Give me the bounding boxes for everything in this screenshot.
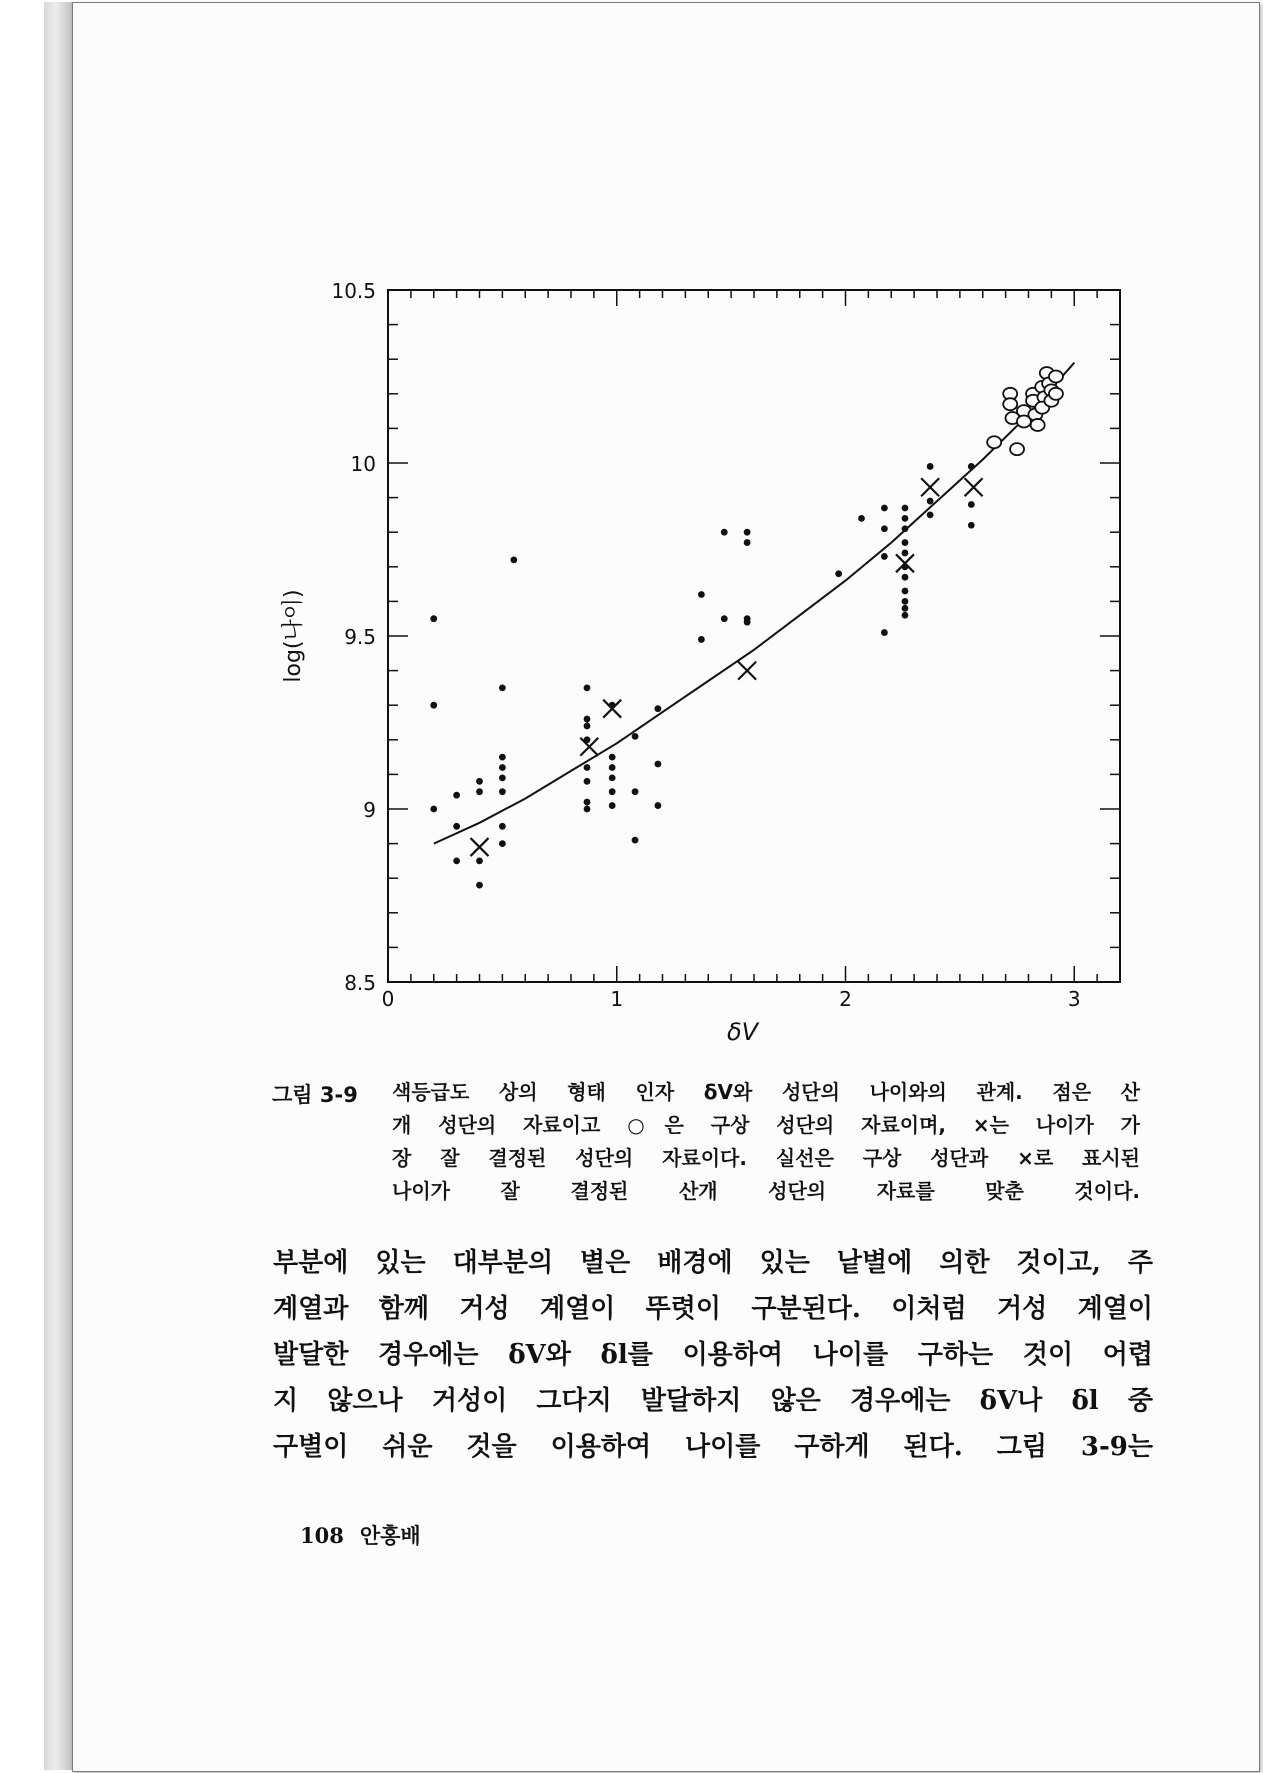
open-cluster-point [881,525,888,532]
fit-curve [434,363,1075,844]
x-tick-label: 1 [610,987,624,1011]
well-determined-cluster-point [471,838,489,856]
open-cluster-point [721,615,728,622]
y-tick-label: 8.5 [344,971,376,995]
open-cluster-point [499,823,506,830]
caption-line: 개 성단의 자료이고 ○은 구상 성단의 자료이며, ×는 나이가 가 [392,1113,1140,1137]
open-cluster-point [499,788,506,795]
open-cluster-point [609,802,616,809]
open-cluster-point [499,774,506,781]
open-cluster-point [510,556,517,563]
y-tick-label: 10 [350,452,376,476]
x-tick-label: 0 [381,987,395,1011]
open-cluster-point [858,515,865,522]
body-line: 구별이 쉬운 것을 이용하여 나이를 구하게 된다. 그림 3-9는 [273,1432,1153,1462]
open-cluster-point [835,570,842,577]
open-cluster-point [927,463,934,470]
open-cluster-point [499,764,506,771]
open-cluster-point [655,761,662,768]
open-cluster-point [881,505,888,512]
globular-cluster-point [1049,371,1063,383]
y-axis-label: log(나이) [281,589,306,683]
open-cluster-point [609,788,616,795]
open-cluster-point [744,539,751,546]
open-cluster-point [453,823,460,830]
open-cluster-point [902,598,909,605]
open-cluster-point [584,764,591,771]
open-cluster-point [902,550,909,557]
open-cluster-point [655,802,662,809]
open-cluster-point [698,591,705,598]
open-cluster-point [584,716,591,723]
open-cluster-point [902,539,909,546]
open-cluster-point [902,515,909,522]
open-cluster-point [476,788,483,795]
open-cluster-point [584,806,591,813]
open-cluster-point [476,778,483,785]
caption-line: 색등급도 상의 형태 인자 δV와 성단의 나이와의 관계. 점은 산 [392,1080,1140,1104]
figure-caption-label: 그림 3-9 [272,1083,358,1107]
globular-cluster-point [1010,443,1024,455]
well-determined-cluster-point [965,478,983,496]
y-tick-label: 10.5 [331,279,376,303]
open-cluster-point [430,806,437,813]
open-cluster-point [584,723,591,730]
open-cluster-point [476,882,483,889]
open-cluster-point [632,733,639,740]
open-cluster-point [609,764,616,771]
open-cluster-point [632,837,639,844]
body-line: 부분에 있는 대부분의 별은 배경에 있는 낱별에 의한 것이고, 주 [273,1248,1153,1278]
y-tick-label: 9 [363,798,376,822]
page-number: 108 [300,1523,344,1548]
running-author: 안홍배 [359,1523,421,1548]
x-tick-label: 2 [839,987,852,1011]
well-determined-cluster-point [738,662,756,680]
open-cluster-point [902,605,909,612]
x-axis-label: δV [727,1018,759,1046]
open-cluster-point [881,629,888,636]
open-cluster-point [927,512,934,519]
open-cluster-point [881,553,888,560]
open-cluster-point [902,505,909,512]
open-cluster-point [499,840,506,847]
open-cluster-point [968,463,975,470]
open-cluster-point [721,529,728,536]
open-cluster-point [453,858,460,865]
open-cluster-point [968,501,975,508]
book-spine [44,2,74,1770]
globular-cluster-point [1003,398,1017,410]
open-cluster-point [609,754,616,761]
open-cluster-point [476,858,483,865]
scatter-chart [270,270,1150,1050]
body-line: 발달한 경우에는 δV와 δl를 이용하여 나이를 구하는 것이 어렵 [273,1340,1153,1370]
body-line: 계열과 함께 거성 계열이 뚜렷이 구분된다. 이처럼 거성 계열이 [273,1294,1153,1324]
open-cluster-point [927,498,934,505]
globular-cluster-point [987,436,1001,448]
open-cluster-point [584,778,591,785]
open-cluster-point [902,574,909,581]
open-cluster-point [744,619,751,626]
open-cluster-point [902,525,909,532]
figure-caption [392,1076,1140,1208]
open-cluster-point [968,522,975,529]
open-cluster-point [609,774,616,781]
open-cluster-point [430,615,437,622]
open-cluster-point [902,588,909,595]
open-cluster-point [584,685,591,692]
open-cluster-point [632,788,639,795]
open-cluster-point [655,705,662,712]
body-line: 지 않으나 거성이 그다지 발달하지 않은 경우에는 δV나 δl 중 [273,1386,1153,1416]
x-tick-label: 3 [1067,987,1081,1011]
open-cluster-point [499,754,506,761]
caption-line: 나이가 잘 결정된 산개 성단의 자료를 맞춘 것이다. [392,1179,1140,1203]
globular-cluster-point [1049,388,1063,400]
page-footer [300,1520,437,1550]
body-paragraph [273,1240,1153,1470]
open-cluster-point [499,685,506,692]
well-determined-cluster-point [921,478,939,496]
open-cluster-point [584,799,591,806]
open-cluster-point [453,792,460,799]
open-cluster-point [698,636,705,643]
globular-cluster-point [1031,419,1045,431]
caption-line: 장 잘 결정된 성단의 자료이다. 실선은 구상 성단과 ×로 표시된 [392,1146,1140,1170]
open-cluster-point [430,702,437,709]
open-cluster-point [902,612,909,619]
y-tick-label: 9.5 [344,625,376,649]
open-cluster-point [744,529,751,536]
